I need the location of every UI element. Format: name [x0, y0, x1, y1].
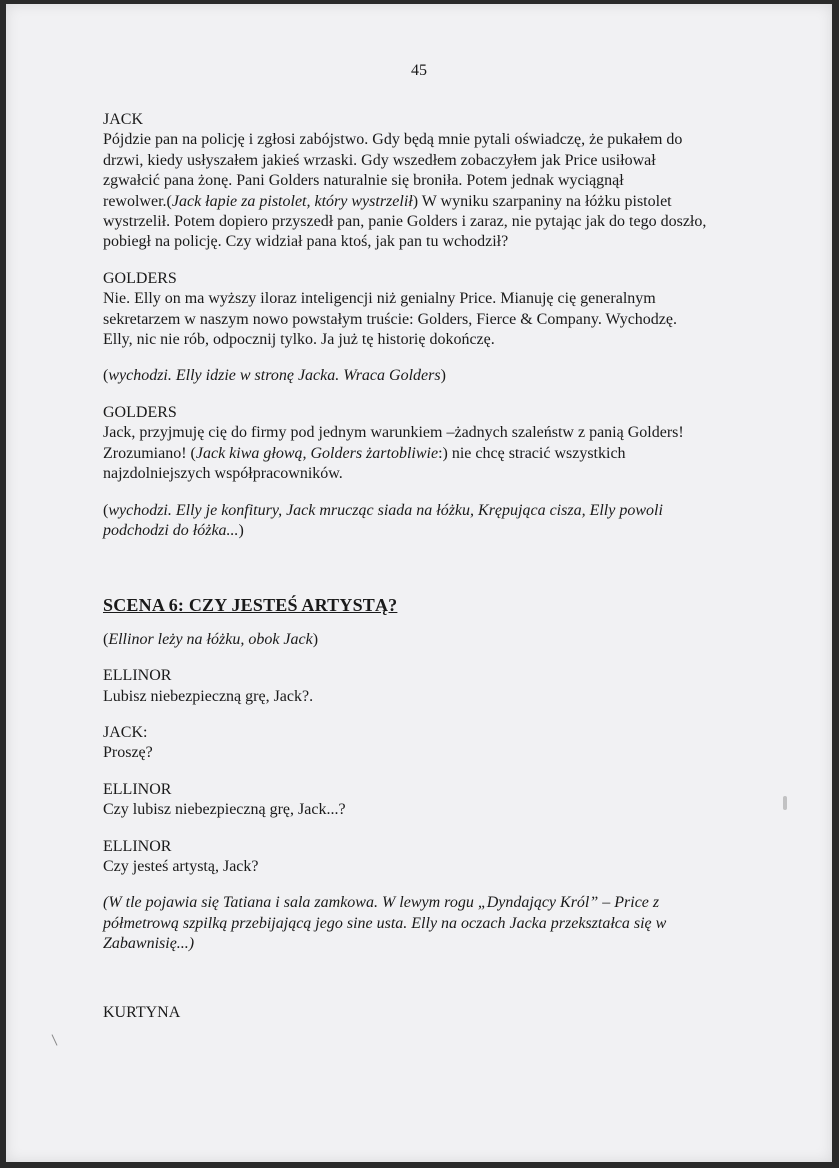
italic-text: Zabawnisię...)	[103, 935, 195, 953]
stage-direction-line	[103, 501, 733, 521]
text-segment: Jack, przyjmuję cię do firmy pod jednym warunkiem –żadnych szaleństw z panią Golders!	[103, 424, 684, 442]
scan-mark	[783, 796, 787, 810]
text-segment: (	[103, 630, 109, 648]
text-segment: )	[238, 521, 244, 539]
stage-direction-block	[103, 501, 733, 542]
dialogue-line	[103, 687, 733, 707]
text-segment: ) W wyniku szarpaniny na łóżku pistolet	[412, 192, 672, 210]
dialogue-block	[103, 837, 733, 878]
text-segment: zgwałcić pana żonę. Pani Golders naturalnie się broniła. Potem jednak wyciągnął	[103, 172, 624, 190]
text-segment: Proszę?	[103, 744, 153, 762]
text-segment: Czy jesteś artystą, Jack?	[103, 857, 259, 875]
speaker-name: ELLINOR	[103, 667, 172, 685]
italic-text: Ellinor leży na łóżku, obok Jack	[108, 630, 313, 648]
text-segment: Nie. Elly on ma wyższy iloraz inteligencji niż genialny Price. Mianuję cię generalnym	[103, 290, 656, 308]
italic-text: Jack kiwa głową, Golders żartobliwie	[195, 444, 439, 462]
text-segment: sekretarzem w naszym nowo powstałym truście: Golders, Fierce & Company. Wychodzę.	[103, 310, 677, 328]
text-segment: (	[103, 501, 109, 519]
stage-direction-line	[103, 934, 733, 954]
text-segment: )	[312, 630, 319, 648]
dialogue-line	[103, 289, 733, 309]
text-segment: Pójdzie pan na policję i zgłosi zabójstwo. Gdy będą mnie pytali oświadczę, że pukałem do	[103, 131, 683, 149]
dialogue-line	[103, 444, 733, 464]
dialogue-line	[103, 743, 733, 763]
speaker-name: JACK:	[103, 723, 148, 741]
text-segment: najzdolniejszych współpracowników.	[103, 465, 343, 483]
dialogue-block	[103, 723, 733, 764]
stage-direction-block	[103, 630, 733, 650]
scan-tick	[52, 1034, 58, 1045]
text-segment: Elly, nic nie rób, odpocznij tylko. Ja już tę historię dokończę.	[103, 331, 495, 349]
scene-heading: SCENA 6: CZY JESTEŚ ARTYSTĄ?	[103, 595, 398, 616]
document-page	[6, 4, 832, 1162]
speaker-name: GOLDERS	[103, 403, 177, 421]
dialogue-section	[103, 110, 733, 541]
speaker-name: ELLINOR	[103, 837, 172, 855]
scene-dialogue-section	[103, 630, 733, 955]
dialogue-line	[103, 232, 733, 252]
dialogue-line	[103, 857, 733, 877]
dialogue-line	[103, 423, 733, 443]
dialogue-line	[103, 310, 733, 330]
text-segment: (	[103, 367, 109, 385]
text-segment: Czy lubisz niebezpieczną grę, Jack...?	[103, 801, 346, 819]
stage-direction-line	[103, 893, 733, 913]
dialogue-block	[103, 110, 733, 253]
text-segment: wystrzelił. Potem dopiero przyszedł pan, panie Golders i zaraz, nie pytając jak do tego doszło,	[103, 213, 707, 231]
text-segment: )	[440, 367, 446, 385]
dialogue-line	[103, 212, 733, 232]
text-segment: drzwi, kiedy usłyszałem jakieś wrzaski. Gdy wszedłem zobaczyłem jak Price usiłował	[103, 151, 656, 169]
text-segment: rewolwer.(	[103, 192, 172, 210]
italic-text: wychodzi. Elly idzie w stronę Jacka. Wraca Golders	[108, 367, 441, 385]
dialogue-line	[103, 171, 733, 191]
dialogue-block	[103, 780, 733, 821]
dialogue-line	[103, 130, 733, 150]
speaker-name: GOLDERS	[103, 269, 177, 287]
dialogue-line	[103, 192, 733, 212]
stage-direction-line	[103, 630, 733, 650]
stage-direction-line	[103, 914, 733, 934]
dialogue-block	[103, 269, 733, 351]
stage-direction-block	[103, 366, 733, 386]
speaker-name: JACK	[103, 111, 144, 128]
stage-direction-line	[103, 521, 733, 541]
script-content	[103, 110, 733, 1023]
page-number: 45	[411, 62, 427, 79]
curtain-line: KURTYNA	[103, 1003, 181, 1021]
dialogue-line	[103, 151, 733, 171]
dialogue-block	[103, 403, 733, 485]
text-segment: :) nie chcę stracić wszystkich	[438, 444, 626, 462]
italic-text: Jack łapie za pistolet, który wystrzelił	[171, 192, 413, 210]
italic-text: półmetrową szpilką przebijającą jego sine usta. Elly na oczach Jacka przekształca się w	[103, 914, 667, 932]
dialogue-block	[103, 666, 733, 707]
dialogue-line	[103, 800, 733, 820]
dialogue-line	[103, 330, 733, 350]
italic-text: W tle pojawia się Tatiana i sala zamkowa. W lewym rogu „Dyndający Król” – Price z	[108, 894, 660, 912]
dialogue-line	[103, 464, 733, 484]
text-segment: pobiegł na policję. Czy widział pana ktoś, jak pan tu wchodził?	[103, 233, 509, 251]
italic-text: podchodzi do łóżka...	[103, 521, 239, 539]
stage-direction-block	[103, 893, 733, 954]
text-segment: Zrozumiano! (	[103, 444, 196, 462]
italic-text: (	[103, 894, 109, 912]
stage-direction-line	[103, 366, 733, 386]
speaker-name: ELLINOR	[103, 780, 172, 798]
italic-text: wychodzi. Elly je konfitury, Jack mrucząc siada na łóżku, Krępująca cisza, Elly powoli	[108, 501, 663, 519]
text-segment: Lubisz niebezpieczną grę, Jack?.	[103, 687, 314, 705]
